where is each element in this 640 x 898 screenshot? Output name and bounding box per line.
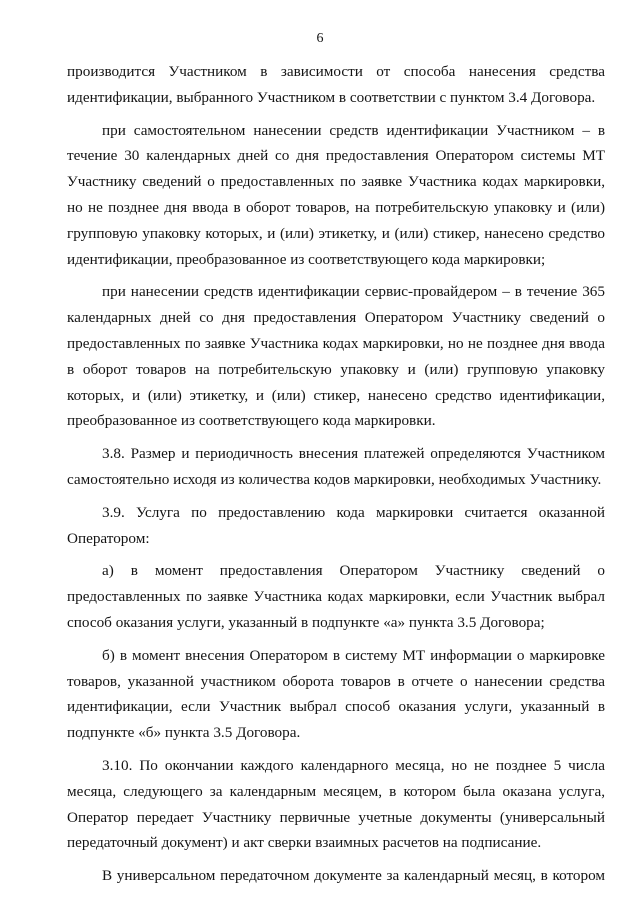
page-number: 6 — [316, 31, 324, 46]
paragraph-3-9-b: б) в момент внесения Оператором в систему МТ информации о маркировке товаров, указанной участником оборота товаров в отчете о нанесении средства идентификации, если Участник выбрал способ оказания услуги, указанный в подпункте «б» пункта 3.5 Договора. — [67, 646, 605, 742]
paragraph-service-provider: при нанесении средств идентификации сервис-провайдером – в течение 365 календарных дней со дня предоставления Оператором Участнику сведений о предоставленных по заявке Участника кодах маркировки, но не позднее дня ввода в оборот товаров на потребительскую упаковку и (или) групповую упаковку которых, и (или) этикетку, и (или) стикер, нанесено средство идентификации, преобразованное из соответствующего кода маркировки. — [67, 283, 605, 430]
paragraph-continuation: производится Участником в зависимости от способа нанесения средства идентификации, выбранного Участником в соответствии с пунктом 3.4 Договора. — [67, 63, 605, 106]
paragraph-upd: В универсальном передаточном документе за календарный месяц, в котором — [102, 867, 605, 885]
document-body — [67, 59, 605, 896]
paragraph-self-application: при самостоятельном нанесении средств идентификации Участником – в течение 30 календарных дней со дня предоставления Оператором системы МТ Участнику сведений о предоставленных по заявке Участника кодах маркировки, но не позднее дня ввода в оборот товаров, на потребительскую упаковку и (или) групповую упаковку которых, и (или) этикетку, и (или) стикер, нанесено средство идентификации, преобразованное из соответствующего кода маркировки; — [67, 121, 605, 268]
paragraph-3-8: 3.8. Размер и периодичность внесения платежей определяются Участником самостоятельно исходя из количества кодов маркировки, необходимых Участнику. — [67, 445, 605, 488]
paragraph-3-9: 3.9. Услуга по предоставлению кода маркировки считается оказанной Оператором: — [67, 503, 605, 547]
paragraph-3-10: 3.10. По окончании каждого календарного месяца, но не позднее 5 числа месяца, следующего за календарным месяцем, в котором была оказана услуга, Оператор передает Участнику первичные учетные документы (универсальный передаточный документ) и акт сверки взаимных расчетов на подписание. — [67, 756, 605, 852]
paragraph-3-9-a: а) в момент предоставления Оператором Участнику сведений о предоставленных по заявке Участника кодах маркировки, если Участник выбрал способ оказания услуги, указанный в подпункте «а» пункта 3.5 Договора; — [67, 562, 605, 631]
